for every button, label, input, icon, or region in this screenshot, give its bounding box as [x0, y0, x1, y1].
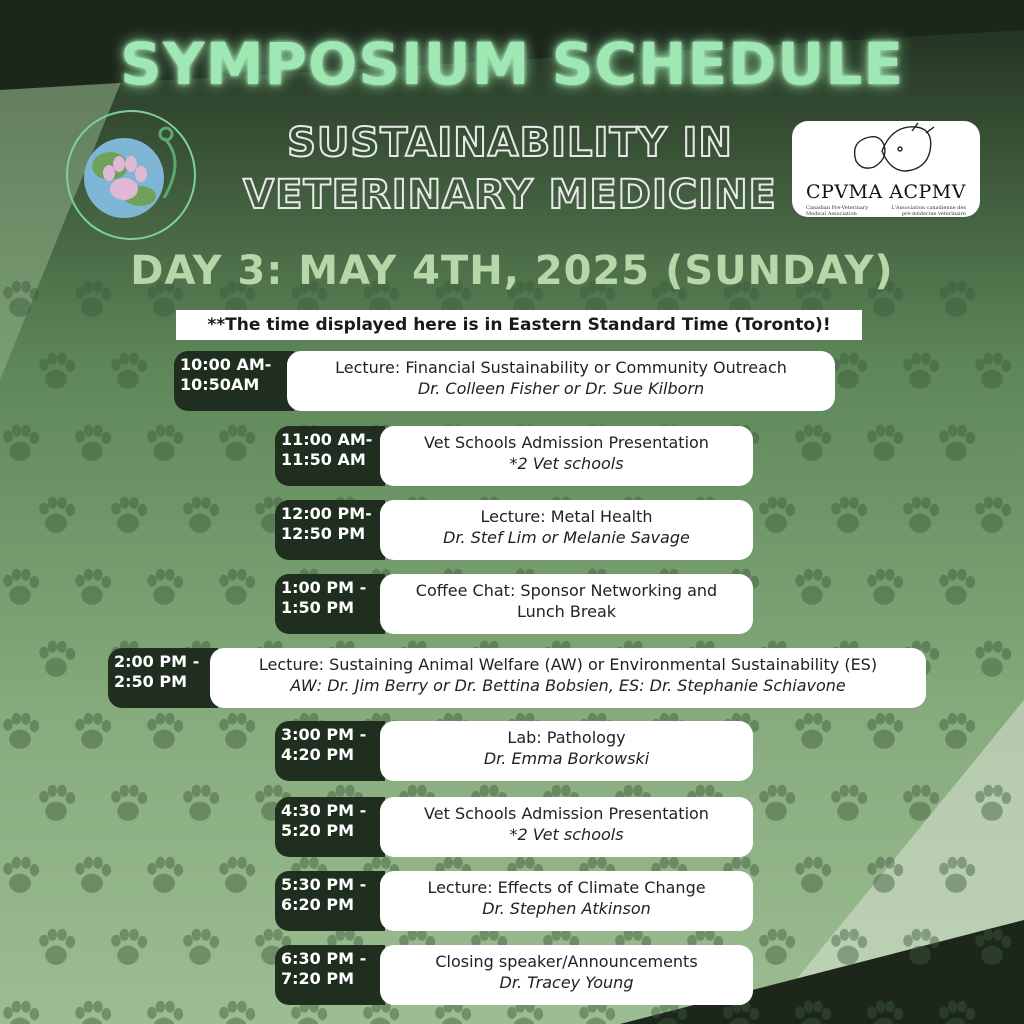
time-box — [108, 648, 218, 708]
schedule-row — [174, 351, 835, 411]
event-title: Lecture: Effects of Climate Change — [427, 878, 706, 897]
event-detail: Dr. Tracey Young — [499, 973, 634, 992]
main-title: SYMPOSIUM SCHEDULE — [120, 30, 904, 98]
time-end: 4:20 PM — [281, 745, 355, 764]
time-box — [275, 426, 385, 486]
time-end: 5:20 PM — [281, 821, 355, 840]
subtitle-line-1: SUSTAINABILITY IN — [287, 120, 733, 166]
time-end: 2:50 PM — [114, 672, 188, 691]
cpvma-logo-small-right: L'Association canadienne des pré-médecine vétérinaire — [891, 205, 966, 217]
time-box — [275, 945, 385, 1005]
time-box — [275, 574, 385, 634]
event-detail: Lunch Break — [516, 602, 617, 621]
event-card — [380, 797, 753, 857]
event-title: Lecture: Financial Sustainability or Community Outreach — [335, 358, 787, 377]
time-start: 11:00 AM- — [281, 430, 373, 449]
time-end: 10:50AM — [180, 375, 260, 394]
event-title: Vet Schools Admission Presentation — [424, 433, 709, 452]
time-start: 2:00 PM - — [114, 652, 200, 671]
time-end: 6:20 PM — [281, 895, 355, 914]
time-end: 11:50 AM — [281, 450, 366, 469]
event-detail: Dr. Emma Borkowski — [483, 749, 650, 768]
subtitle-line-2: VETERINARY MEDICINE — [243, 172, 777, 218]
schedule-row — [275, 574, 753, 634]
time-start: 6:30 PM - — [281, 949, 367, 968]
schedule-row — [275, 945, 753, 1005]
event-title: Coffee Chat: Sponsor Networking and — [415, 581, 718, 600]
event-card — [380, 945, 753, 1005]
time-end: 7:20 PM — [281, 969, 355, 988]
time-box — [275, 797, 385, 857]
event-card — [380, 721, 753, 781]
time-box — [275, 871, 385, 931]
event-title: Lecture: Metal Health — [480, 507, 653, 526]
event-card — [287, 351, 835, 411]
time-box — [174, 351, 294, 411]
time-start: 4:30 PM - — [281, 801, 367, 820]
schedule-row — [275, 426, 753, 486]
animal-silhouette-icon — [792, 121, 980, 181]
event-detail: Dr. Stef Lim or Melanie Savage — [443, 528, 690, 547]
schedule-row — [275, 721, 753, 781]
event-detail: Dr. Stephen Atkinson — [482, 899, 651, 918]
time-end: 1:50 PM — [281, 598, 355, 617]
event-card — [210, 648, 926, 708]
event-title: Vet Schools Admission Presentation — [424, 804, 709, 823]
event-card — [380, 871, 753, 931]
cpvma-logo-small-left: Canadian Pre-Veterinary Medical Association — [806, 205, 869, 217]
event-title: Lab: Pathology — [507, 728, 626, 747]
event-detail: Dr. Colleen Fisher or Dr. Sue Kilborn — [417, 379, 705, 398]
schedule-row — [275, 500, 753, 560]
event-card — [380, 574, 753, 634]
schedule-row — [108, 648, 926, 708]
schedule-row — [275, 871, 753, 931]
time-box — [275, 721, 385, 781]
timezone-note: **The time displayed here is in Eastern Standard Time (Toronto)! — [176, 310, 862, 340]
time-box — [275, 500, 385, 560]
event-title: Closing speaker/Announcements — [435, 952, 698, 971]
time-start: 1:00 PM - — [281, 578, 367, 597]
time-start: 3:00 PM - — [281, 725, 367, 744]
time-start: 12:00 PM- — [281, 504, 372, 523]
event-card — [380, 500, 753, 560]
schedule-row — [275, 797, 753, 857]
event-detail: AW: Dr. Jim Berry or Dr. Bettina Bobsien, ES: Dr. Stephanie Schiavone — [290, 676, 846, 695]
event-detail: *2 Vet schools — [509, 454, 624, 473]
time-start: 5:30 PM - — [281, 875, 367, 894]
time-start: 10:00 AM- — [180, 355, 272, 374]
cpvma-logo-text: CPVMA ACPMV — [806, 181, 966, 203]
globe-paw-stethoscope-icon — [62, 106, 200, 244]
event-title: Lecture: Sustaining Animal Welfare (AW) or Environmental Sustainability (ES) — [258, 655, 878, 674]
cpvma-logo — [792, 121, 980, 217]
event-detail: *2 Vet schools — [509, 825, 624, 844]
day-title: DAY 3: MAY 4TH, 2025 (SUNDAY) — [130, 248, 894, 294]
time-end: 12:50 PM — [281, 524, 366, 543]
event-card — [380, 426, 753, 486]
